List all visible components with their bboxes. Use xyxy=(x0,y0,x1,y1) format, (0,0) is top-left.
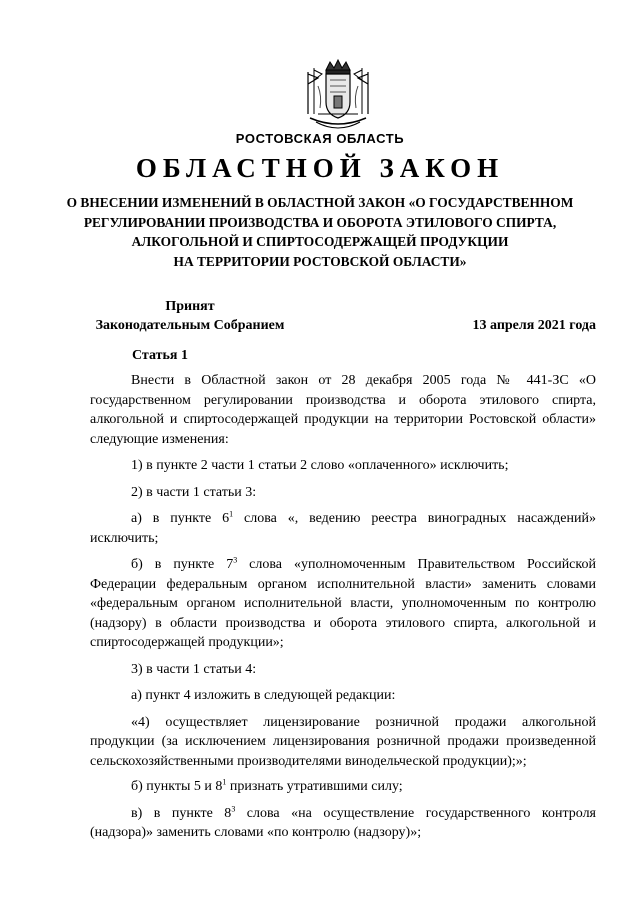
adoption-date: 13 апреля 2021 года xyxy=(472,318,596,333)
superscript: 3 xyxy=(231,803,236,813)
text-span: б) пункты 5 и 8 xyxy=(131,779,223,794)
text-span: в) в пункте 8 xyxy=(131,805,232,821)
amendment-item-1: 1) в пункте 2 части 1 статьи 2 слово «оплаченного» исключить; xyxy=(131,458,509,473)
superscript: 3 xyxy=(233,555,238,565)
superscript: 1 xyxy=(229,509,234,519)
text-span: слова «, ведению реестра виноградных насаждений» исключить; xyxy=(90,511,596,546)
amendment-item-2a xyxy=(90,509,596,548)
adopting-body: Законодательным Собранием xyxy=(95,318,285,333)
amendment-quote: «4) осуществляет лицензирование розничной продажи алкогольной продукции (за исключением лицензирования розничной продажи произведенной сельскохозяйственными производителями винодельческой продукции);»; xyxy=(90,714,596,769)
article-heading: Статья 1 xyxy=(132,348,188,363)
law-title-line: О ВНЕСЕНИИ ИЗМЕНЕНИЙ В ОБЛАСТНОЙ ЗАКОН «О ГОСУДАРСТВЕННОМ xyxy=(66,195,574,210)
law-title xyxy=(60,193,580,271)
law-title-line: АЛКОГОЛЬНОЙ И СПИРТОСОДЕРЖАЩЕЙ ПРОДУКЦИИ xyxy=(131,234,509,249)
article-body xyxy=(90,371,596,850)
article-intro: Внести в Областной закон от 28 декабря 2005 года № 441-ЗС «О государственном регулировании производства и оборота этилового спирта, алкогольной и спиртосодержащей продукции на территории Ростовской области» следующие изменения: xyxy=(90,373,596,447)
adopted-label: Принят xyxy=(165,299,215,314)
text-span: слова «на осуществление государственного контроля (надзора)» заменить словами «по контролю (надзору)»; xyxy=(90,805,596,840)
amendment-item-3c xyxy=(90,804,596,843)
text-span: признать утратившими силу; xyxy=(226,779,403,794)
amendment-item-2: 2) в части 1 статьи 3: xyxy=(131,484,257,500)
superscript: 1 xyxy=(222,777,227,787)
adopted-by xyxy=(80,297,300,335)
text-span: слова «уполномоченным Правительством Российской Федерации федеральным органом исполнительной власти» заменить словами «федеральным органом исполнительной власти, уполномоченным по контролю (надзору) в области производства и оборота этилового спирта, алкогольной и спиртосодержащей продукции»; xyxy=(90,557,596,650)
law-title-line: НА ТЕРРИТОРИИ РОСТОВСКОЙ ОБЛАСТИ» xyxy=(173,253,467,269)
text-span: а) в пункте 6 xyxy=(131,511,230,526)
region-name: РОСТОВСКАЯ ОБЛАСТЬ xyxy=(235,131,405,146)
amendment-item-2b xyxy=(90,555,596,653)
coat-of-arms-emblem xyxy=(296,56,380,136)
amendment-item-3: 3) в части 1 статьи 4: xyxy=(131,661,257,677)
amendment-item-3a: а) пункт 4 изложить в следующей редакции: xyxy=(131,688,396,703)
text-span: б) в пункте 7 xyxy=(131,557,234,572)
amendment-item-3b xyxy=(90,777,596,797)
document-type: ОБЛАСТНОЙ ЗАКОН xyxy=(135,153,505,183)
law-title-line: РЕГУЛИРОВАНИИ ПРОИЗВОДСТВА И ОБОРОТА ЭТИЛОВОГО СПИРТА, xyxy=(83,214,557,230)
